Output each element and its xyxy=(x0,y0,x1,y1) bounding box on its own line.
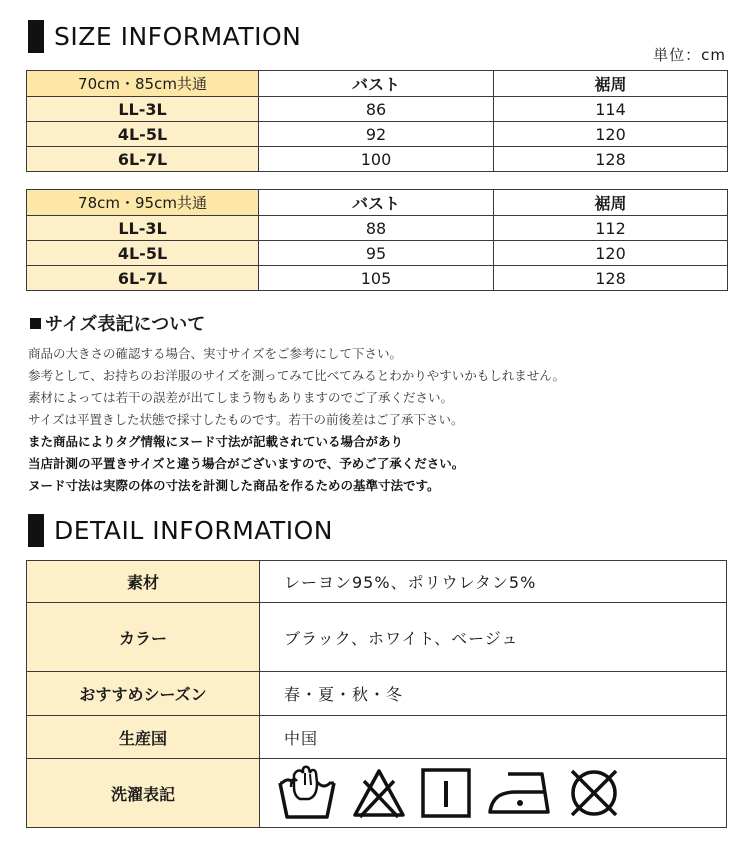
line-dry-icon xyxy=(420,767,472,819)
bust-value: 92 xyxy=(259,122,494,147)
size-label: 4L-5L xyxy=(27,122,259,147)
hem-value: 112 xyxy=(494,216,728,241)
size-notice-title xyxy=(30,310,205,336)
size-table-2 xyxy=(26,189,728,291)
detail-row-color xyxy=(27,603,727,672)
no-bleach-triangle-icon xyxy=(352,767,406,819)
table-row xyxy=(27,97,728,122)
detail-row-origin xyxy=(27,716,727,759)
hem-value: 120 xyxy=(494,122,728,147)
iron-low-icon xyxy=(486,768,552,818)
hem-value: 128 xyxy=(494,147,728,172)
care-icons xyxy=(260,765,726,821)
bust-value: 86 xyxy=(259,97,494,122)
size-notice-text xyxy=(28,343,728,497)
bust-value: 95 xyxy=(259,241,494,266)
hem-value: 120 xyxy=(494,241,728,266)
notice-line-bold: また商品によりタグ情報にヌード寸法が記載されている場合があり xyxy=(28,434,404,449)
detail-key: 素材 xyxy=(27,561,260,603)
detail-information-header xyxy=(28,514,333,547)
bust-value: 100 xyxy=(259,147,494,172)
hand-wash-tub-icon xyxy=(276,765,338,821)
size-label: LL-3L xyxy=(27,97,259,122)
no-dry-clean-icon xyxy=(566,766,622,820)
shared-length-label: 78cm・95cm共通 xyxy=(27,190,259,216)
detail-row-material xyxy=(27,561,727,603)
bust-value: 105 xyxy=(259,266,494,291)
hem-value: 114 xyxy=(494,97,728,122)
hem-value: 128 xyxy=(494,266,728,291)
detail-row-care xyxy=(27,759,727,828)
section-title: DETAIL INFORMATION xyxy=(54,516,333,545)
notice-line-bold: ヌード寸法は実際の体の寸法を計測した商品を作るための基準寸法です。 xyxy=(28,478,440,493)
bust-header: バスト xyxy=(259,190,494,216)
table-row xyxy=(27,122,728,147)
size-label: LL-3L xyxy=(27,216,259,241)
section-marker xyxy=(28,20,44,53)
shared-length-label: 70cm・85cm共通 xyxy=(27,71,259,97)
bust-value: 88 xyxy=(259,216,494,241)
detail-key: カラー xyxy=(27,603,260,672)
section-title: SIZE INFORMATION xyxy=(54,22,302,51)
detail-value: 中国 xyxy=(260,716,727,759)
size-label: 6L-7L xyxy=(27,266,259,291)
size-label: 4L-5L xyxy=(27,241,259,266)
notice-line: 商品の大きさの確認する場合、実寸サイズをご参考にして下さい。 xyxy=(28,346,403,361)
detail-key: 洗濯表記 xyxy=(27,759,260,828)
detail-key: 生産国 xyxy=(27,716,260,759)
detail-value: 春・夏・秋・冬 xyxy=(260,672,727,716)
detail-table xyxy=(26,560,727,828)
table-row xyxy=(27,147,728,172)
notice-line: 素材によっては若干の誤差が出てしまう物もありますのでご了承ください。 xyxy=(28,390,454,405)
notice-line-bold: 当店計測の平置きサイズと違う場合がございますので、予めご了承ください。 xyxy=(28,456,465,471)
notice-title-text: サイズ表記について xyxy=(45,314,206,335)
notice-line: 参考として、お持ちのお洋服のサイズを測ってみて比べてみるとわかりやすいかもしれません。 xyxy=(28,368,566,383)
table-row xyxy=(27,266,728,291)
size-table-header xyxy=(27,71,728,97)
care-icons-cell xyxy=(260,759,727,828)
hem-header: 裾周 xyxy=(494,190,728,216)
detail-value: ブラック、ホワイト、ベージュ xyxy=(260,603,727,672)
table-row xyxy=(27,241,728,266)
detail-value: レーヨン95%、ポリウレタン5% xyxy=(260,561,727,603)
section-marker xyxy=(28,514,44,547)
size-table-1 xyxy=(26,70,728,172)
detail-key: おすすめシーズン xyxy=(27,672,260,716)
notice-line: サイズは平置きした状態で採寸したものです。若干の前後差はご了承下さい。 xyxy=(28,412,464,427)
size-information-header xyxy=(28,20,301,53)
bullet-square-icon xyxy=(30,318,41,329)
bust-header: バスト xyxy=(259,71,494,97)
table-row xyxy=(27,216,728,241)
unit-label: 単位：cm xyxy=(653,46,726,64)
size-label: 6L-7L xyxy=(27,147,259,172)
hem-header: 裾周 xyxy=(494,71,728,97)
detail-row-season xyxy=(27,672,727,716)
size-table-header xyxy=(27,190,728,216)
